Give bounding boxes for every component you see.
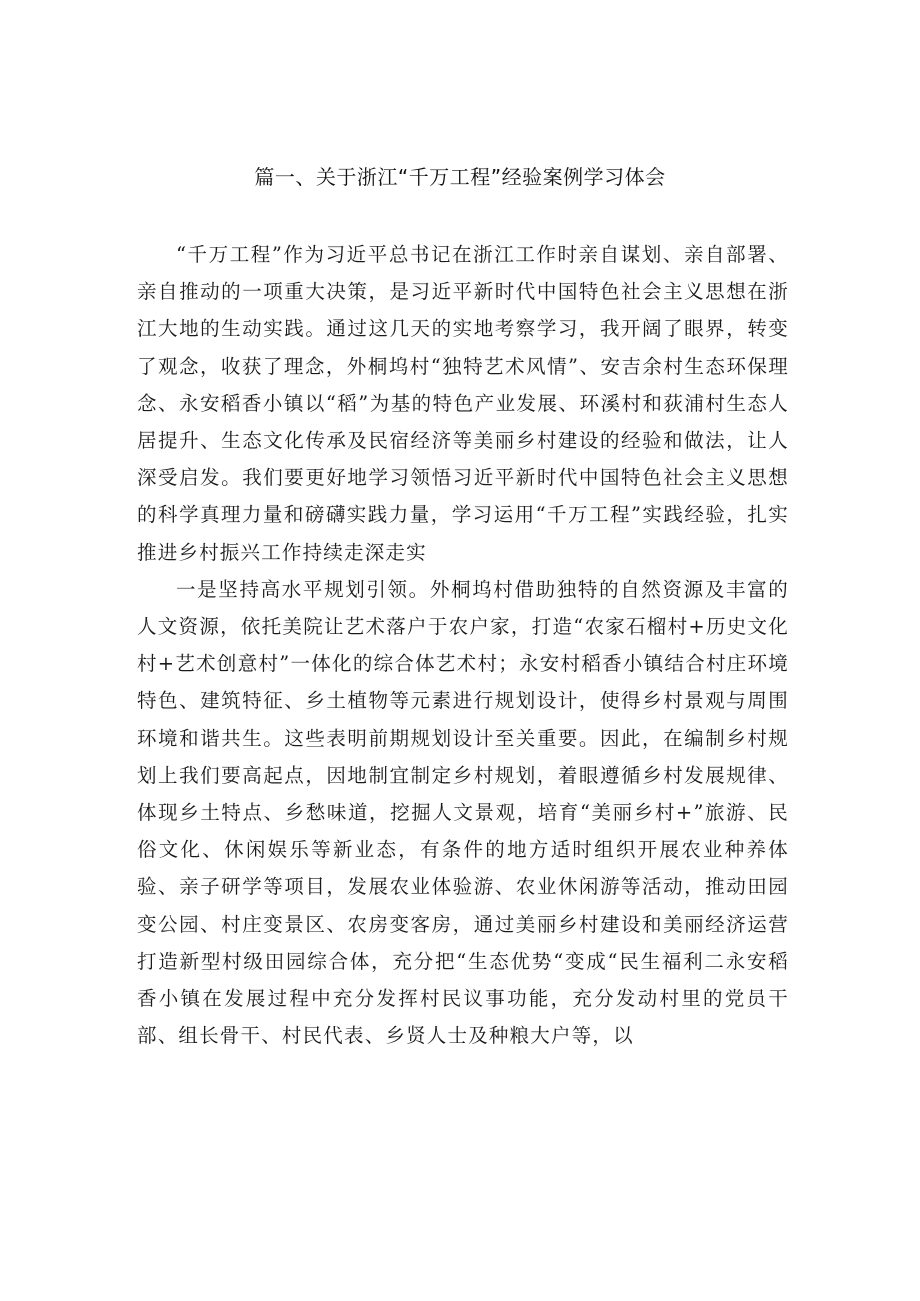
paragraph-intro: “千万工程”作为习近平总书记在浙江工作时亲自谋划、亲自部署、亲自推动的一项重大决策，是习近平新时代中国特色社会主义思想在浙江大地的生动实践。通过这几天的实地考察学习，我开阔了眼界，转变了观念，收获了理念，外桐坞村“独特艺术风情”、安吉余村生态环保理念、永安稻香小镇以“稻”为基的特色产业发展、环溪村和荻浦村生态人居提升、生态文化传承及民宿经济等美丽乡村建设的经验和做法，让人深受启发。我们要更好地学习领悟习近平新时代中国特色社会主义思想的科学真理力量和磅礴实践力量，学习运用“千万工程”实践经验，扎实推进乡村振兴工作持续走深走实 (137, 243, 789, 564)
document-body (137, 236, 789, 1054)
paragraph-planning: 一是坚持高水平规划引领。外桐坞村借助独特的自然资源及丰富的人文资源，依托美院让艺术落户于农户家，打造“农家石榴村+历史文化村+艺术创意村”一体化的综合体艺术村；永安村稻香小镇结合村庄环境特色、建筑特征、乡土植物等元素进行规划设计，使得乡村景观与周围环境和谐共生。这些表明前期规划设计至关重要。因此，在编制乡村规划上我们要高起点，因地制宜制定乡村规划，着眼遵循乡村发展规律、体现乡土特点、乡愁味道，挖掘人文景观，培育“美丽乡村+”旅游、民俗文化、休闲娱乐等新业态，有条件的地方适时组织开展农业种养体验、亲子研学等项目，发展农业体验游、农业休闲游等活动，推动田园变公园、村庄变景区、农房变客房，通过美丽乡村建设和美丽经济运营打造新型村级田园综合体，充分把“生态优势“变成“民生福利二永安稻香小镇在发展过程中充分发挥村民议事功能，充分发动村里的党员干部、组长骨干、村民代表、乡贤人士及种粮大户等，以 (137, 577, 789, 1048)
document-title: 篇一、关于浙江“千万工程”经验案例学习体会 (254, 165, 666, 189)
